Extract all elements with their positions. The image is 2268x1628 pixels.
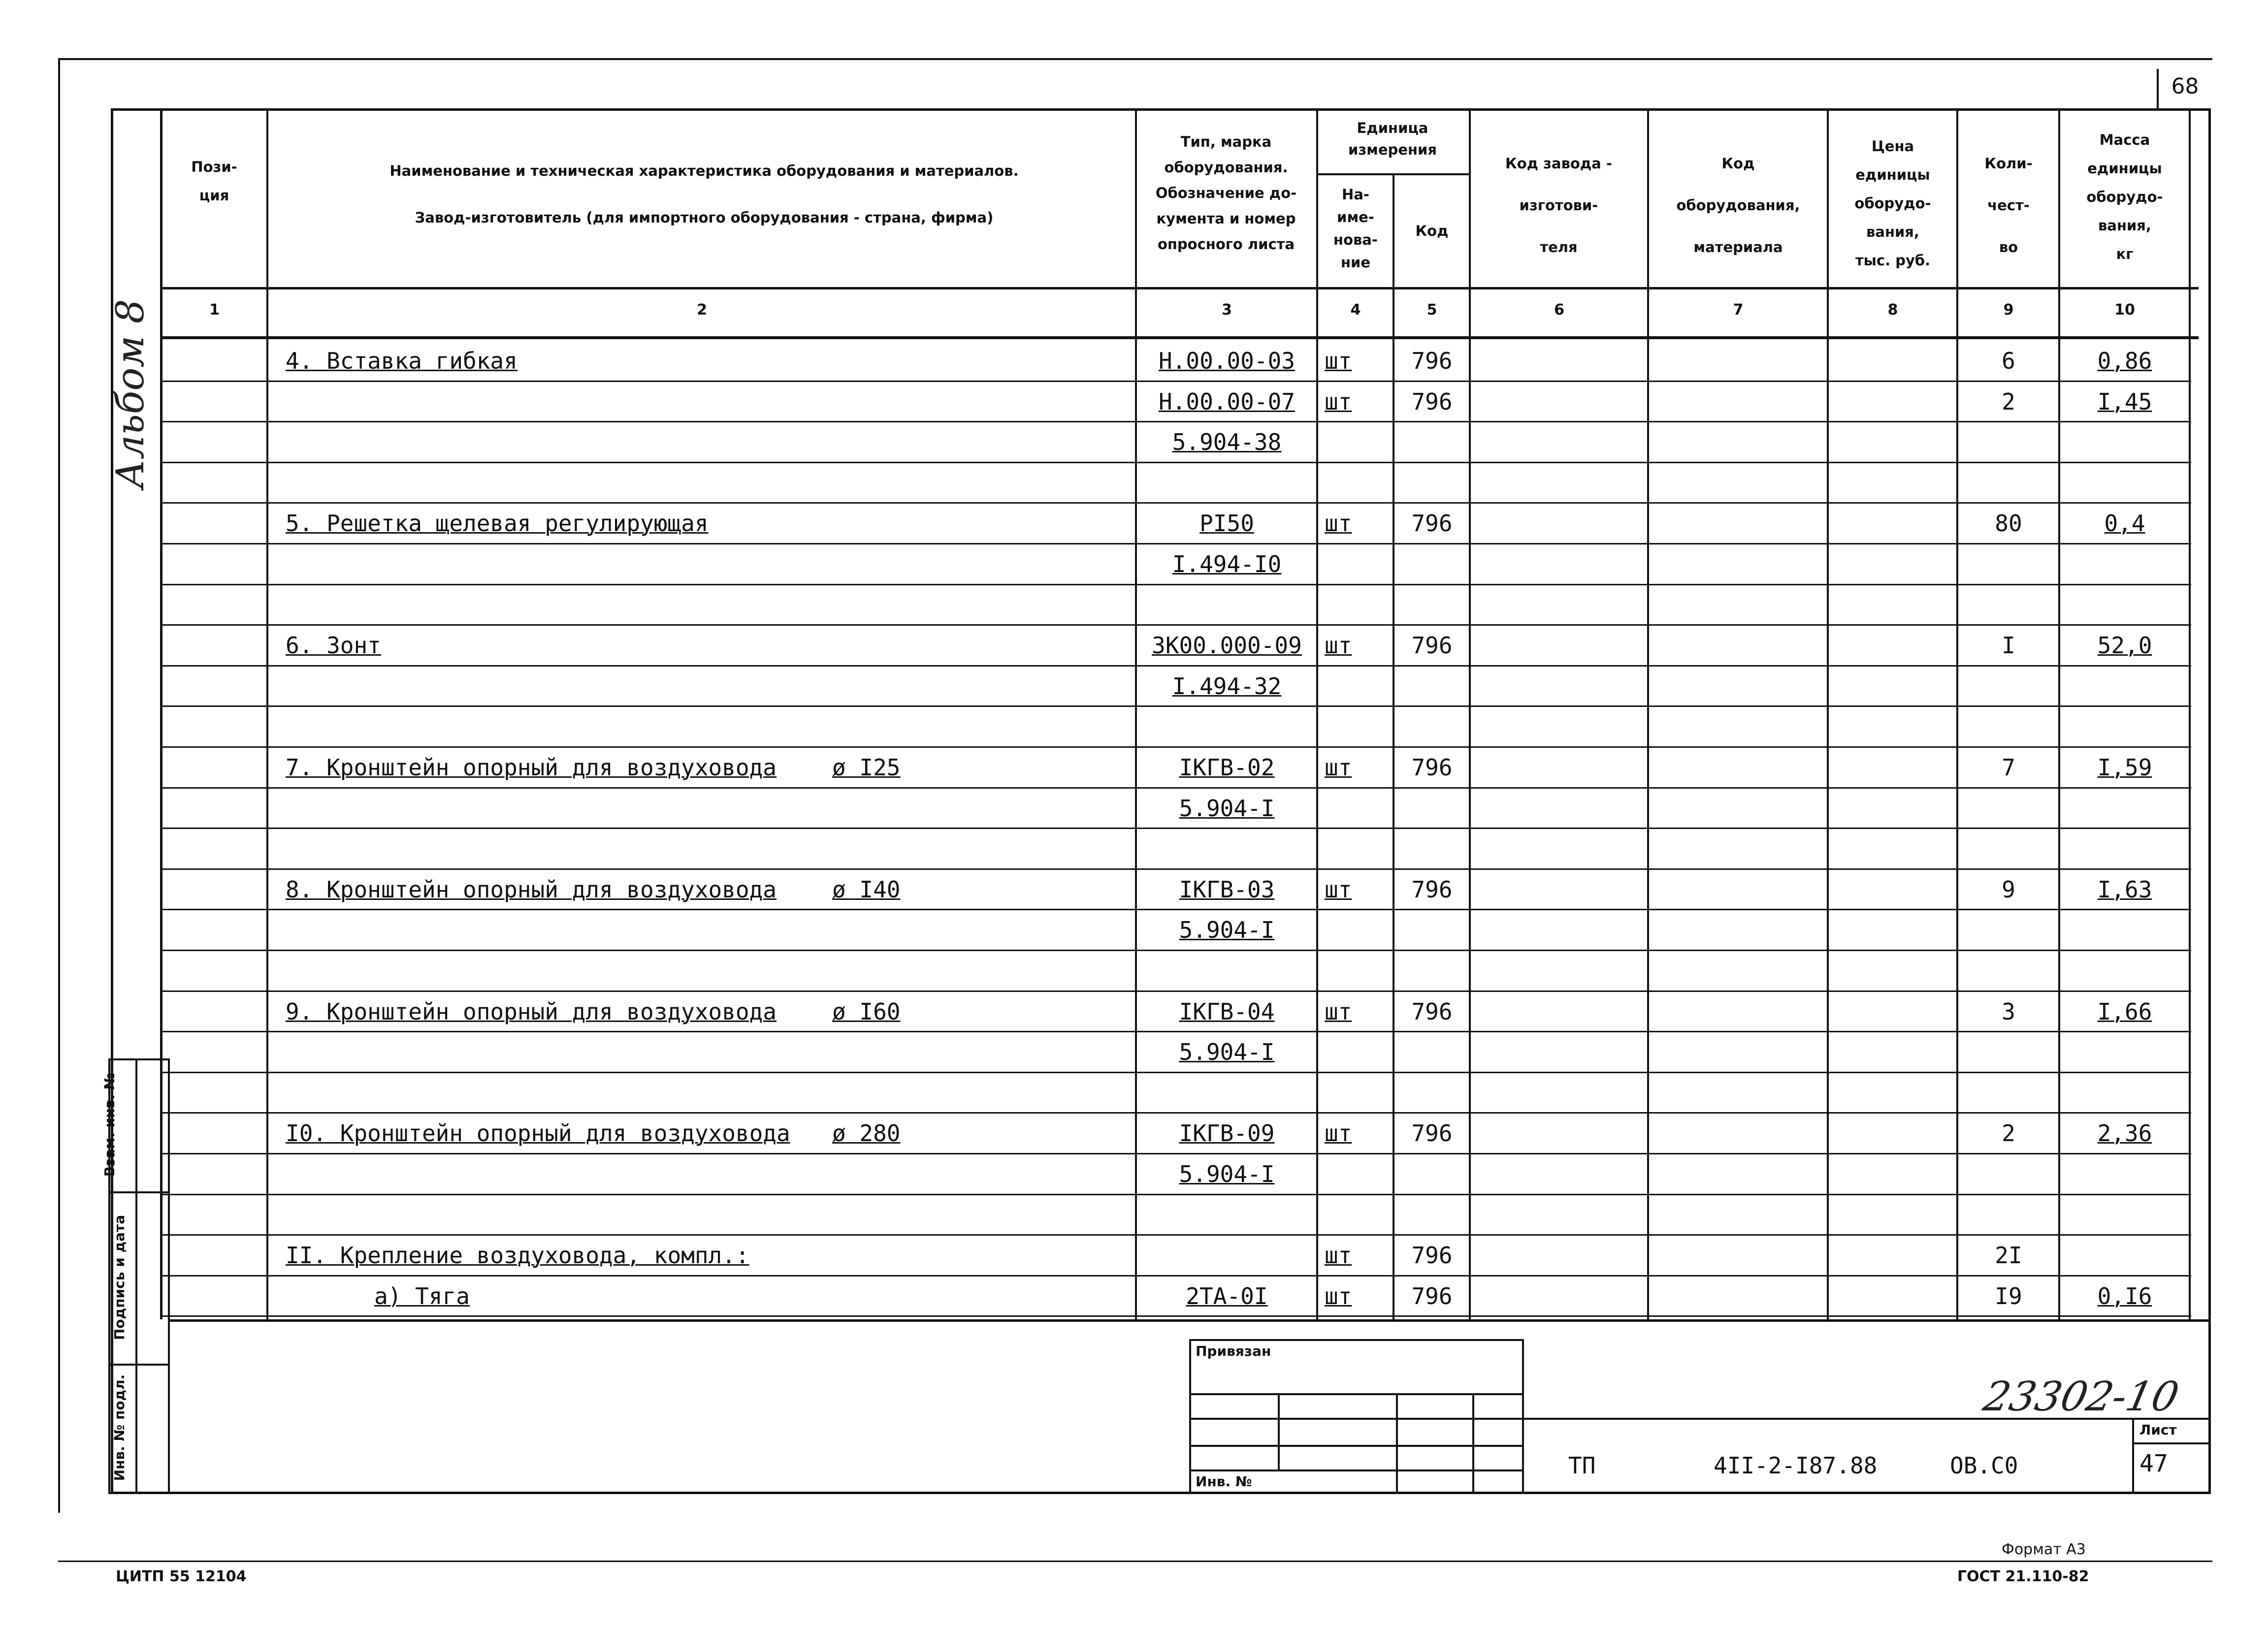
- item-quantity: 9: [2002, 876, 2015, 903]
- footer-format: Формат А3: [2002, 1541, 2086, 1558]
- header-unit-code: Код: [1415, 223, 1449, 239]
- item-unit-code: 796: [1411, 632, 1453, 659]
- margin-inv-podl: Инв. № подл.: [111, 1374, 128, 1481]
- header-plant-code: Код завода - изготови- теля: [1505, 155, 1612, 255]
- header-mass: Масса единицы оборудо- вания, кг: [2086, 131, 2163, 262]
- item-type: 5.904-I: [1179, 1039, 1275, 1065]
- item-diameter: ø I25: [832, 754, 901, 781]
- item-type: IКГВ-03: [1179, 876, 1275, 903]
- header-quantity: Коли- чест- во: [1984, 155, 2033, 255]
- item-diameter: ø I40: [832, 876, 901, 903]
- header-equipment-code: Код оборудования, материала: [1676, 155, 1800, 255]
- item-diameter: ø 280: [832, 1120, 901, 1147]
- item-quantity: 80: [1995, 510, 2022, 537]
- item-type: 5.904-38: [1172, 429, 1282, 455]
- col-number: 5: [1426, 301, 1437, 319]
- item-type: 5.904-I: [1179, 795, 1275, 822]
- item-unit-code: 796: [1411, 1120, 1453, 1147]
- footer-gost: ГОСТ 21.110-82: [1957, 1568, 2089, 1585]
- col-number: 3: [1222, 301, 1232, 319]
- item-mass: 2,36: [2097, 1120, 2152, 1147]
- item-name: 8. Кронштейн опорный для воздуховода: [286, 876, 777, 903]
- item-mass: 0,I6: [2097, 1283, 2152, 1309]
- item-unit-code: 796: [1411, 754, 1453, 781]
- item-type: IКГВ-04: [1179, 998, 1275, 1025]
- stamp-project: 4II-2-I87.88: [1714, 1452, 1878, 1479]
- item-mass: 52,0: [2097, 632, 2152, 659]
- item-mass: 0,86: [2097, 348, 2152, 374]
- footer-left: ЦИТП 55 12104: [116, 1568, 247, 1585]
- col-number: 10: [2114, 301, 2135, 319]
- item-quantity: 3: [2002, 998, 2015, 1025]
- item-type: Н.00.00-03: [1159, 348, 1295, 374]
- item-unit-code: 796: [1411, 348, 1453, 374]
- item-name: 6. Зонт: [286, 632, 381, 659]
- item-name: 5. Решетка щелевая регулирующая: [286, 510, 709, 537]
- item-type: 5.904-I: [1179, 917, 1275, 943]
- header-price: Цена единицы оборудо- вания, тыс. руб.: [1854, 138, 1931, 269]
- item-mass: I,45: [2097, 388, 2152, 415]
- list-number: 47: [2139, 1450, 2168, 1477]
- item-unit: шт: [1325, 1283, 1352, 1309]
- item-unit: шт: [1325, 632, 1352, 659]
- inv-no-label: Инв. №: [1196, 1473, 1252, 1490]
- item-type: ЗК00.000-09: [1152, 632, 1302, 659]
- header-name: Наименование и техническая характеристика оборудования и материалов. Завод-изготовитель (для импортного оборудования - страна, фирма): [389, 162, 1019, 226]
- item-quantity: 2: [2002, 388, 2015, 415]
- privyazan-label: Привязан: [1196, 1343, 1271, 1359]
- handwritten-code: 23302-10: [1979, 1373, 2183, 1420]
- item-unit: шт: [1325, 1242, 1352, 1269]
- col-number: 6: [1554, 301, 1564, 319]
- item-type: I.494-32: [1172, 673, 1282, 700]
- item-unit-code: 796: [1411, 876, 1453, 903]
- corner-sheet-number: 68: [2171, 74, 2199, 99]
- item-diameter: ø I60: [832, 998, 901, 1025]
- col-number: 8: [1887, 301, 1898, 319]
- item-quantity: I: [2002, 632, 2015, 659]
- item-quantity: I9: [1995, 1283, 2022, 1309]
- item-mass: I,63: [2097, 876, 2152, 903]
- item-type: 5.904-I: [1179, 1161, 1275, 1187]
- col-number: 2: [697, 301, 707, 319]
- item-unit: шт: [1325, 388, 1352, 415]
- stamp-tp: ТП: [1568, 1452, 1596, 1479]
- item-quantity: 6: [2002, 348, 2015, 374]
- item-type: IКГВ-09: [1179, 1120, 1275, 1147]
- item-unit: шт: [1325, 998, 1352, 1025]
- item-unit: шт: [1325, 754, 1352, 781]
- item-unit: шт: [1325, 348, 1352, 374]
- item-mass: I,59: [2097, 754, 2152, 781]
- header-position: Пози- ция: [191, 159, 237, 204]
- item-unit: шт: [1325, 1120, 1352, 1147]
- item-name: I0. Кронштейн опорный для воздуховода: [286, 1120, 790, 1147]
- item-name: II. Крепление воздуховода, компл.:: [286, 1242, 749, 1269]
- item-unit: шт: [1325, 510, 1352, 537]
- item-quantity: 2I: [1995, 1242, 2022, 1269]
- item-unit-code: 796: [1411, 1242, 1453, 1269]
- item-type: IКГВ-02: [1179, 754, 1275, 781]
- col-number: 9: [2003, 301, 2014, 319]
- header-unit-name: На- име- нова- ние: [1333, 186, 1378, 271]
- list-label: Лист: [2139, 1422, 2177, 1438]
- stamp-section: ОВ.С0: [1950, 1452, 2018, 1479]
- item-name: 4. Вставка гибкая: [286, 348, 518, 374]
- header-type: Тип, марка оборудования. Обозначение до- кумента и номер опросного листа: [1155, 133, 1297, 253]
- margin-sign-date: Подпись и дата: [111, 1214, 128, 1341]
- item-quantity: 7: [2002, 754, 2015, 781]
- album-mark: Альбом 8: [108, 299, 153, 489]
- item-quantity: 2: [2002, 1120, 2015, 1147]
- item-unit-code: 796: [1411, 998, 1453, 1025]
- item-name: а) Тяга: [374, 1283, 470, 1309]
- item-name: 7. Кронштейн опорный для воздуховода: [286, 754, 777, 781]
- item-type: 2ТА-0I: [1186, 1283, 1268, 1309]
- item-name: 9. Кронштейн опорный для воздуховода: [286, 998, 777, 1025]
- item-type: Н.00.00-07: [1159, 388, 1295, 415]
- col-number: 1: [209, 301, 220, 319]
- item-unit-code: 796: [1411, 388, 1453, 415]
- header-unit: Единица измерения: [1348, 120, 1437, 158]
- item-unit: шт: [1325, 876, 1352, 903]
- item-type: PI50: [1199, 510, 1254, 537]
- col-number: 7: [1733, 301, 1744, 319]
- item-type: I.494-I0: [1172, 551, 1282, 577]
- col-number: 4: [1350, 301, 1361, 319]
- item-unit-code: 796: [1411, 510, 1453, 537]
- item-mass: I,66: [2097, 998, 2152, 1025]
- margin-inv-vzam: Взам. инв. №: [101, 1073, 118, 1177]
- item-mass: 0,4: [2104, 510, 2145, 537]
- item-unit-code: 796: [1411, 1283, 1453, 1309]
